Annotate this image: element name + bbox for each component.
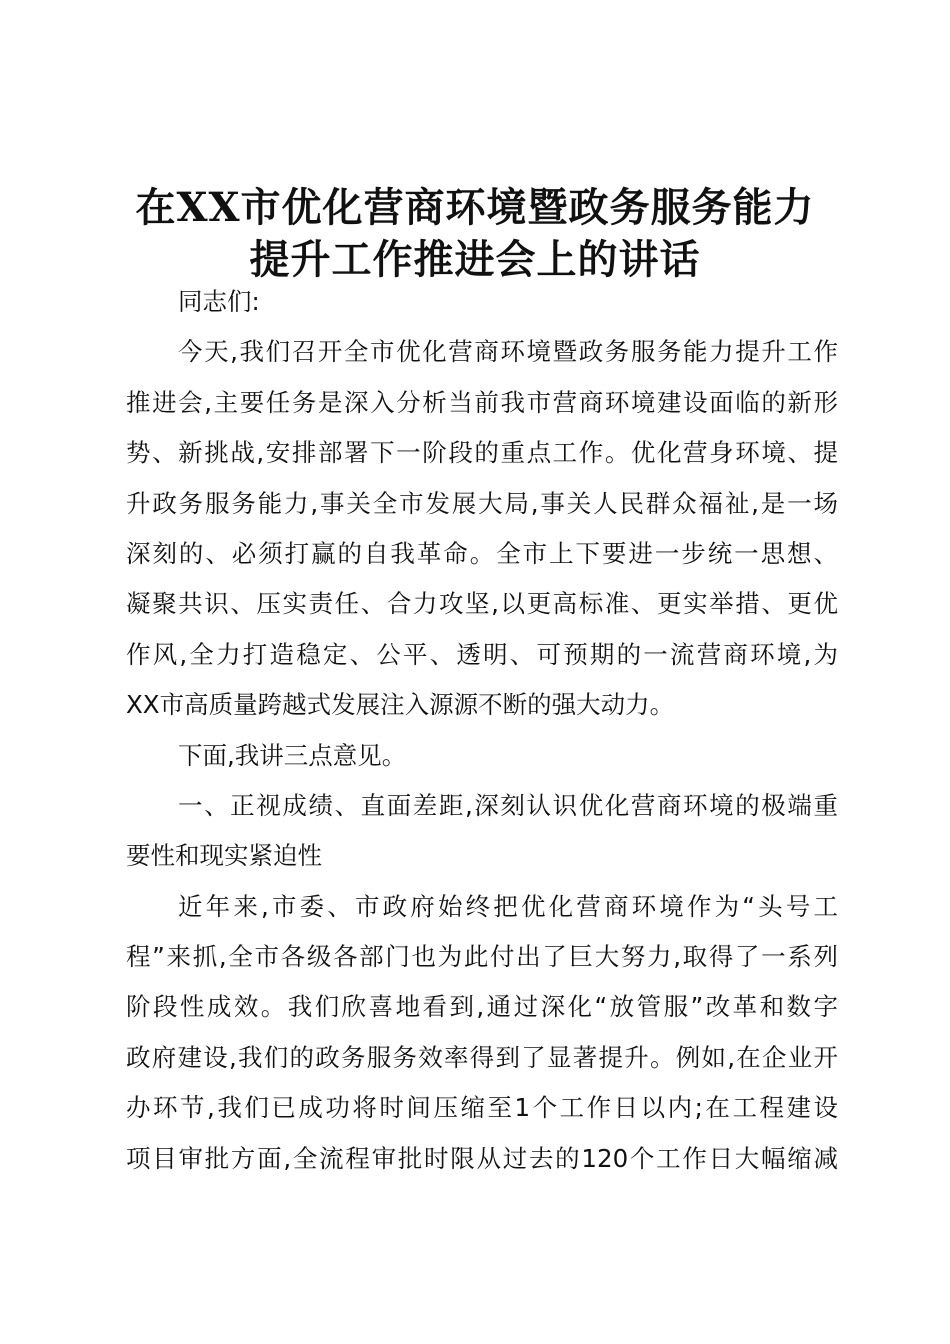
paragraph-line: 近年来,市委、市政府始终把优化营商环境作为“头号工 — [178, 891, 838, 921]
paragraph-line: 程”来抓,全市各级各部门也为此付出了巨大努力,取得了一系列 — [126, 942, 838, 972]
salutation: 同志们: — [178, 287, 260, 316]
paragraph-line: 凝聚共识、压实责任、合力攻坚,以更高标准、更实举措、更优 — [126, 589, 838, 619]
document-title-line-2: 提升工作推进会上的讲话 — [249, 236, 701, 283]
paragraph-line: 作风,全力打造稳定、公平、透明、可预期的一流营商环境,为 — [126, 639, 838, 669]
paragraph-line: 势、新挑战,安排部署下一阶段的重点工作。优化营身环境、提 — [126, 438, 838, 468]
paragraph-line: XX市高质量跨越式发展注入源源不断的强大动力。 — [126, 690, 675, 720]
paragraph-line: 推进会,主要任务是深入分析当前我市营商环境建设面临的新形 — [126, 387, 838, 417]
section-heading-line: 一、正视成绩、直面差距,深刻认识优化营商环境的极端重 — [178, 790, 838, 820]
section-heading-line: 要性和现实紧迫性 — [126, 841, 322, 871]
document-body — [126, 277, 838, 1184]
document-title-line-1: 在XX市优化营商环境暨政务服务能力 — [135, 184, 815, 231]
paragraph-line: 政府建设,我们的政务服务效率得到了显著提升。例如,在企业开 — [126, 1042, 838, 1072]
paragraph-line: 深刻的、必须打赢的自我革命。全市上下要进一步统一思想、 — [126, 538, 838, 568]
paragraph-line: 办环节,我们已成功将时间压缩至1个工作日以内;在工程建设 — [126, 1093, 838, 1123]
paragraph-line: 升政务服务能力,事关全市发展大局,事关人民群众福祉,是一场 — [126, 488, 838, 518]
paragraph-line: 阶段性成效。我们欣喜地看到,通过深化“放管服”改革和数字 — [126, 992, 838, 1022]
paragraph-line: 下面,我讲三点意见。 — [178, 740, 407, 770]
paragraph-line: 项目审批方面,全流程审批时限从过去的120个工作日大幅缩减 — [126, 1143, 838, 1173]
paragraph-line: 今天,我们召开全市优化营商环境暨政务服务能力提升工作 — [178, 337, 838, 367]
